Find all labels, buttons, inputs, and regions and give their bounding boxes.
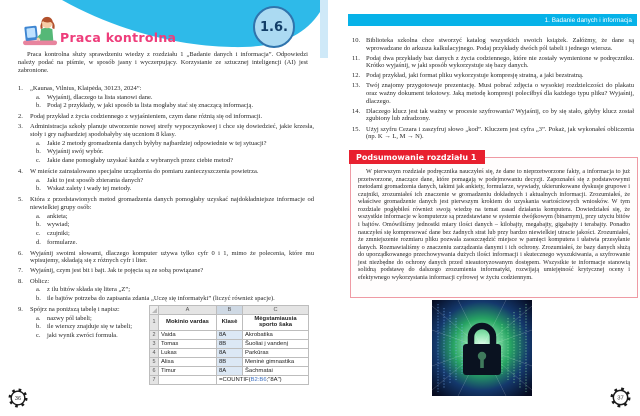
- table-row: [150, 330, 309, 339]
- exercise-text: Spójrz na poniższą tabelę i napisz:: [30, 305, 120, 313]
- table-cell: 8B: [217, 339, 243, 348]
- exercise-number: 10.: [352, 37, 361, 44]
- page-number-gear-icon-left: [8, 388, 28, 408]
- exercise-text: W mieście zainstalowano specjalne urządzenia do pomiaru zanieczyszczenia powietrza.: [30, 168, 259, 176]
- table-cell: Šachmatai: [243, 366, 309, 375]
- sub-item-letter: a.: [36, 314, 41, 322]
- exercise-item: [352, 108, 634, 123]
- exercise-number: 11.: [352, 54, 360, 62]
- table-cell: 2: [150, 330, 159, 339]
- table-cell: C: [243, 306, 309, 315]
- table-cell: 4: [150, 348, 159, 357]
- formula-part: ;"8A"): [266, 376, 282, 383]
- table-cell: Parkūras: [243, 348, 309, 357]
- girl-at-laptop-illustration-icon: [22, 14, 60, 48]
- exercise-number: 14.: [352, 107, 361, 115]
- exercise-item: [352, 126, 634, 141]
- page-number-gear-icon-right: [610, 387, 631, 408]
- exercise-item: [18, 113, 314, 121]
- section-number-badge: 1.6.: [253, 6, 295, 48]
- sub-item-text: Jaki to jest sposób zbierania danych?: [47, 176, 144, 184]
- exercise-text: Która z przedstawionych metod gromadzenia danych pomogłaby uzyskać najdokładniejsze informacje od niewielkiej grupy osób:: [30, 196, 314, 212]
- sub-item-letter: c.: [36, 230, 41, 238]
- exercise-item: [352, 37, 634, 52]
- table-cell: 1: [150, 315, 159, 331]
- sub-item: [36, 230, 314, 238]
- sub-item: [36, 239, 314, 247]
- exercise-number: 3.: [18, 123, 23, 131]
- sub-item: [36, 148, 314, 156]
- sub-item: [36, 185, 314, 193]
- exercise-text: Biblioteka szkolna chce stworzyć katalog wszystkich swoich książek. Załóżmy, że dane są wprowadzane do arkusza kalkulacyjnego. Podaj przykłady dwóch pól tabeli i jednego wiersza.: [366, 37, 634, 52]
- table-cell: 6: [150, 366, 159, 375]
- page-title: Praca kontrolna: [60, 30, 177, 45]
- exercise-number: 1.: [18, 85, 23, 92]
- exercise-number: 9.: [18, 305, 23, 313]
- sub-item-letter: a.: [36, 212, 41, 220]
- page-number-right: 37: [617, 395, 624, 402]
- exercise-item: [18, 85, 314, 111]
- table-cell: 3: [150, 339, 159, 348]
- chapter-summary-box: [350, 152, 638, 298]
- sub-item-text: czujniki;: [47, 230, 70, 238]
- exercise-number: 15.: [352, 125, 361, 133]
- exercise-text: Dlaczego klucz jest tak ważny w procesie szyfrowania? Wyjaśnij, co by się stało, gdyby klucz został zgubiony lub zdradzony.: [366, 107, 634, 123]
- sub-item-text: wywiad;: [47, 221, 70, 229]
- exercise-item: [352, 72, 634, 80]
- sub-item-text: ile wierszy znajduje się w tabeli;: [47, 323, 133, 331]
- sub-item: [36, 315, 142, 323]
- table-row: [150, 357, 309, 366]
- sub-item: [36, 286, 314, 294]
- summary-text: W pierwszym rozdziale podręcznika nauczyłeś się, że dane to nieprzetworzone fakty, a informacja to już przetworzone, znaczące dane, które pomagają w podejmowaniu decyzji. Zapoznałeś się z podstawowymi metodami gromadzenia danych, takimi jak ankiety, formularze, wywiady, ukierunkowane dyskusje grupowe i czujniki, zrozumiałeś ich znaczenie w gromadzeniu dokładnych i aktualnych informacji. Zrozumiałeś, że właściwe gromadzenie danych jest pierwszym krokiem do uzyskania wartościowych wniosków. W tym rozdziale pogłębiłeś również swoją wiedzę na temat zasad działania komputera. Dowiedziałeś się, że wszystkie informacje w komputerze są przedstawiane w systemie dwójkowym (binarnym), przy użyciu bitów i bajtów. Omówiliśmy jednostki miary ilości danych – kilobajty, megabajty, gigabajty i terabajty. Ponadto nauczyłeś się kompresować dane bez żadnych strat lub przy bardzo niewielkiej utracie jakości. Zrozumiałeś, że zmniejszenie rozmiaru pliku pozwala zaoszczędzić miejsce w pamięci komputera i ułatwia przesyłanie danych. Rozmawialiśmy o znaczeniu zarządzania danymi i ich ochrony. Zrozumiałeś, że bazy danych służą do uporządkowanego przechowywania dużych ilości informacji i skutecznego wyszukiwania, a szyfrowanie jest niezbędne do ochrony danych przed nieautoryzowanym dostępem. Wszystkie te informacje stanowią solidną podstawę do dalszego zrozumienia informatyki, rozwijają umiejętność krytycznej oceny i efektywnego wykorzystania informacji cyfrowej w życiu codziennym.: [358, 168, 631, 281]
- exercise-number: 4.: [18, 168, 23, 176]
- sub-item: [36, 323, 142, 331]
- sub-item-letter: a.: [36, 139, 41, 147]
- exercise-text: Twój znajomy przygotowuje prezentację. Musi pobrać zdjęcia o wysokiej rozdzielczości do plakatu oraz ważny dokument tekstowy. Jaką metodę kompresji poleciłbyś dla każdego typu pliku? Wyjaśnij, dlaczego.: [366, 82, 634, 105]
- summary-title-tab: Podsumowanie rozdziału 1: [349, 150, 485, 164]
- chapter-header-label: 1. Badanie danych i informacja: [544, 16, 632, 24]
- table-cell: [150, 306, 159, 315]
- sub-item: [36, 177, 314, 185]
- table-cell: B: [217, 306, 243, 315]
- sub-item-text: Wskaż zalety i wady tej metody.: [47, 185, 132, 193]
- sub-item-text: formularze.: [47, 238, 78, 246]
- sub-item-text: Jakie 2 metody gromadzenia danych byłyby najbardziej odpowiednie w tej sytuacji?: [47, 139, 267, 147]
- table-cell: Akrobatika: [243, 330, 309, 339]
- table-row: [150, 366, 309, 375]
- spine-highlight-decoration: [320, 0, 328, 58]
- table-cell: Meninė gimnastika: [243, 357, 309, 366]
- exercise-text: Wyjaśnij, czym jest bit i bajt. Jak te pojęcia są ze sobą powiązane?: [30, 267, 204, 275]
- exercise-item: [18, 278, 314, 304]
- sub-item: [36, 94, 314, 102]
- formula-part: =COUNTIF(: [219, 376, 251, 383]
- sub-item: [36, 332, 142, 340]
- table-cell: Mėgstamiausia sporto šaka: [243, 315, 309, 331]
- exercise-item: [352, 82, 634, 105]
- table-cell: 7: [150, 375, 159, 384]
- sub-item-letter: b.: [36, 221, 41, 229]
- exercise-text: „Kaunas, Vilnius, Klaipėda, 30123, 2024”:: [30, 85, 142, 92]
- table-cell: [159, 375, 217, 384]
- sub-item-letter: c.: [36, 157, 41, 165]
- exercise-item: [18, 168, 314, 194]
- table-cell: A: [159, 306, 217, 315]
- exercise-text: Użyj szyfru Cezara i zaszyfruj słowo „kod”. Kluczem jest cyfra „3”. Pokaż, jak wykonałeś obliczenia (np. K → L, M → N).: [366, 125, 634, 141]
- sub-item-text: nazwy pól tabeli;: [47, 314, 92, 322]
- table-cell: 8A: [217, 366, 243, 375]
- chapter-header-bar: [348, 14, 637, 26]
- exercise-text: Podaj przykład, jaki format pliku wykorzystuje kompresję stratną, a jaki bezstratną.: [366, 72, 584, 80]
- intro-paragraph: Praca kontrolna służy sprawdzeniu wiedzy z rozdziału 1 „Badanie danych i informacja”. Odpowiedzi należy podać na piśmie, w sposób jasny i wyczerpujący. Korzystanie ze sztucznej inteligencji (AI) jest zabronione.: [18, 51, 308, 75]
- sub-item-text: ankieta;: [47, 212, 68, 220]
- formula-cell: [217, 375, 309, 384]
- sub-item-letter: a.: [36, 286, 41, 294]
- sub-item: [36, 221, 314, 229]
- table-cell: Vaida: [159, 330, 217, 339]
- table-cell: 8A: [217, 330, 243, 339]
- table-cell: Šuoliai į vandenį: [243, 339, 309, 348]
- exercise-number: 6.: [18, 249, 23, 257]
- exercise-number: 5.: [18, 196, 23, 204]
- exercise-item: [18, 196, 314, 247]
- exercise-item: [18, 267, 314, 275]
- table-row: [150, 348, 309, 357]
- sub-item-text: ile bajtów potrzeba do zapisania zdania „Uczę się informatyki” (liczyć również spacje).: [47, 294, 275, 302]
- table-row: [150, 339, 309, 348]
- table-cell: Timur: [159, 366, 217, 375]
- exercise-item: [18, 250, 314, 265]
- exercise-number: 2.: [18, 113, 23, 121]
- sub-item-letter: b.: [36, 294, 41, 302]
- formula-part: B2:B6: [250, 376, 267, 383]
- table-cell: Klasė: [217, 315, 243, 331]
- sub-item: [36, 295, 314, 303]
- sub-item-text: Podaj 2 przykłady, w jaki sposób ta lista mogłaby stać się znaczącą informacją.: [47, 102, 254, 110]
- exercise-item: [352, 55, 634, 70]
- exercise-number: 13.: [352, 82, 361, 90]
- sub-item-letter: b.: [36, 148, 41, 156]
- sub-item-text: Jakie dane pomogłaby uzyskać każda z wybranych przez ciebie metod?: [47, 157, 234, 165]
- sub-item-letter: b.: [36, 323, 41, 331]
- exercise-number: 8.: [18, 277, 23, 285]
- spreadsheet-table: [149, 305, 309, 385]
- exercise-text: Podaj przykład z życia codziennego z wyjaśnieniem, czym dane różnią się od informacji.: [30, 113, 263, 121]
- exercise-text: Administracja szkoły planuje utworzenie nowej strefy wypoczynkowej i chce się dowiedzieć, jakie krzesła, stoły i gry najbardziej spodobałyby się uczniom 8 klasy.: [30, 123, 314, 139]
- exercise-list-10-15: [352, 37, 634, 143]
- sub-item: [36, 102, 314, 110]
- sub-item: [36, 213, 314, 221]
- sub-item-letter: c.: [36, 331, 41, 339]
- padlock-binary-photo: [432, 300, 532, 396]
- exercise-item: [18, 123, 314, 165]
- sub-item-text: Wyjaśnij, dlaczego ta lista stanowi dane.: [47, 93, 153, 101]
- sub-item-letter: a.: [36, 176, 41, 184]
- table-cell: Alisa: [159, 357, 217, 366]
- sub-item-letter: a.: [36, 93, 41, 101]
- sub-item-letter: b.: [36, 102, 41, 110]
- table-cell: 8B: [217, 357, 243, 366]
- sub-item-letter: b.: [36, 185, 41, 193]
- table-cell: Lukas: [159, 348, 217, 357]
- table-cell: 8A: [217, 348, 243, 357]
- table-cell: Mokinio vardas: [159, 315, 217, 331]
- sub-item-text: jaki wynik zwróci formuła.: [47, 331, 118, 339]
- exercise-text: Podaj dwa przykłady baz danych z życia codziennego, które nie zostały wymienione w podręczniku. Krótko wyjaśnij, w jaki sposób wykorzystuje się bazy danych.: [366, 54, 634, 70]
- page-number-left: 36: [14, 396, 22, 403]
- sub-item-text: z ilu bitów składa się litera „Z”;: [47, 286, 131, 294]
- sub-item-letter: d.: [36, 238, 41, 246]
- sub-item-text: Wyjaśnij swój wybór.: [47, 148, 104, 156]
- table-cell: 5: [150, 357, 159, 366]
- sub-item: [36, 157, 314, 165]
- exercise-number: 12.: [352, 72, 361, 80]
- exercise-text: Wyjaśnij swoimi słowami, dlaczego komputer używa tylko cyfr 0 i 1, mimo że polecenia, które mu wpisujemy, składają się z różnych cyfr i liter.: [30, 249, 314, 265]
- exercise-text: Oblicz:: [30, 277, 50, 285]
- exercise-number: 7.: [18, 267, 23, 275]
- table-cell: Tomas: [159, 339, 217, 348]
- right-page: [320, 0, 640, 416]
- sub-item: [36, 140, 314, 148]
